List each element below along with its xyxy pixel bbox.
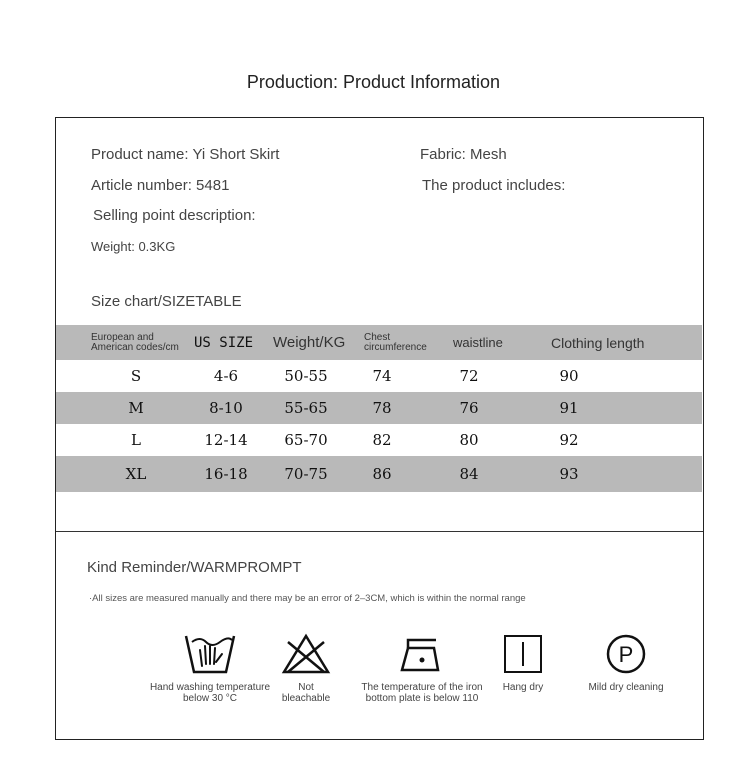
cell-weight: 65-70 — [284, 431, 328, 449]
reminder-title: Kind Reminder/WARMPROMPT — [87, 559, 302, 576]
size-chart-title: Size chart/SIZETABLE — [91, 293, 242, 310]
care-label: The temperature of the iron bottom plate is below 110 — [361, 682, 483, 704]
section-divider — [56, 531, 703, 532]
care-hang-dry — [493, 632, 553, 693]
cell-size: M — [128, 399, 144, 417]
hang-dry-icon — [501, 632, 545, 676]
cell-us-size: 12-14 — [204, 431, 248, 449]
header-chest: Chest circumference — [364, 331, 427, 353]
cell-us-size: 4-6 — [213, 367, 239, 385]
cell-chest: 86 — [372, 465, 392, 483]
header-us-size: US SIZE — [194, 334, 254, 351]
care-dry-clean — [576, 632, 676, 693]
table-row — [56, 392, 702, 424]
cell-chest: 74 — [372, 367, 392, 385]
cell-waist: 76 — [459, 399, 479, 417]
iron-icon — [396, 632, 448, 676]
cell-waist: 72 — [459, 367, 479, 385]
cell-waist: 84 — [459, 465, 479, 483]
care-label: Not bleachable — [281, 682, 331, 704]
product-name: Product name: Yi Short Skirt — [91, 146, 280, 163]
cell-us-size: 8-10 — [209, 399, 243, 417]
cell-size: S — [130, 367, 142, 385]
table-row — [56, 360, 702, 392]
cell-length: 93 — [559, 465, 579, 483]
cell-size: XL — [125, 465, 147, 483]
care-no-bleach — [276, 632, 336, 704]
measurement-note: ·All sizes are measured manually and there may be an error of 2–3CM, which is within the normal range — [89, 593, 526, 604]
header-clothing-length: Clothing length — [551, 334, 645, 351]
article-number: Article number: 5481 — [91, 177, 230, 194]
product-info-frame — [55, 117, 704, 740]
do-not-bleach-icon — [280, 632, 332, 676]
cell-weight: 55-65 — [284, 399, 328, 417]
table-row — [56, 424, 702, 456]
product-includes: The product includes: — [422, 177, 566, 194]
cell-chest: 78 — [372, 399, 392, 417]
page-title: Production: Product Information — [246, 72, 501, 92]
cell-chest: 82 — [372, 431, 392, 449]
hand-wash-icon — [182, 632, 238, 676]
size-table-header — [56, 325, 702, 360]
cell-weight: 50-55 — [284, 367, 328, 385]
svg-text:P: P — [618, 642, 634, 667]
cell-length: 91 — [559, 399, 579, 417]
fabric: Fabric: Mesh — [420, 146, 507, 163]
care-label: Hand washing temperature below 30 °C — [149, 682, 271, 704]
care-label: Hang dry — [502, 682, 544, 693]
table-row — [56, 456, 702, 492]
cell-weight: 70-75 — [284, 465, 328, 483]
dry-clean-icon — [604, 632, 648, 676]
cell-waist: 80 — [459, 431, 479, 449]
care-label: Mild dry cleaning — [588, 682, 664, 693]
cell-us-size: 16-18 — [204, 465, 248, 483]
header-weight: Weight/KG — [273, 334, 346, 351]
cell-length: 90 — [559, 367, 579, 385]
selling-point: Selling point description: — [93, 207, 256, 224]
care-hand-wash — [140, 632, 280, 704]
cell-size: L — [131, 431, 141, 449]
cell-length: 92 — [559, 431, 579, 449]
care-iron — [352, 632, 492, 704]
header-waistline: waistline — [453, 335, 503, 350]
header-eu-codes: European and American codes/cm — [91, 331, 179, 353]
weight: Weight: 0.3KG — [91, 239, 176, 254]
